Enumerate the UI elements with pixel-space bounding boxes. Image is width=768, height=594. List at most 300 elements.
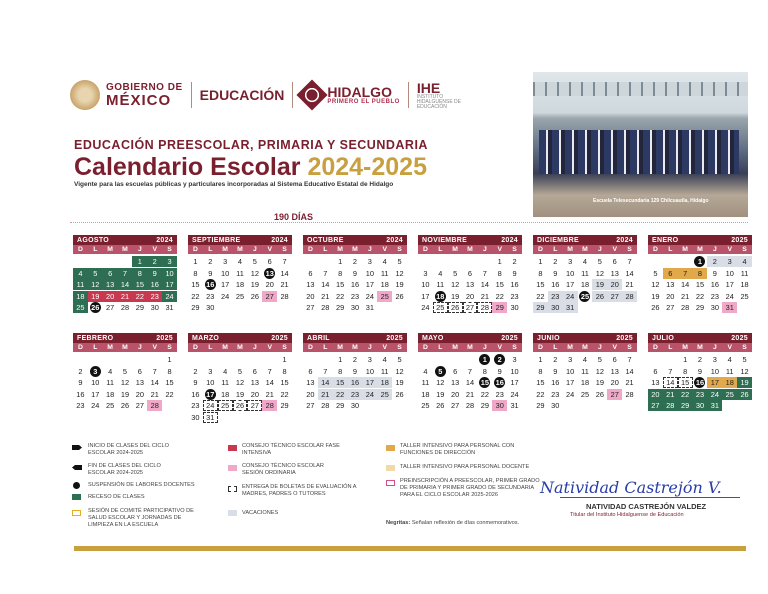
day-3: 3: [208, 366, 213, 376]
month-year: 2025: [271, 334, 288, 342]
empty-cell: [448, 256, 463, 267]
weekday-label: M: [452, 246, 458, 253]
suspension-dot-icon: [73, 482, 80, 489]
day-16: 16: [348, 377, 363, 388]
day-12: 12: [436, 378, 445, 388]
day-18: 18: [436, 291, 445, 301]
day-13: 13: [250, 378, 259, 388]
preinscripcion-swatch: [386, 480, 395, 486]
day-30: 30: [150, 303, 159, 313]
empty-cell: [73, 256, 88, 267]
month-marzo: [188, 333, 292, 423]
weekday-label: D: [537, 246, 543, 253]
day-26: 26: [436, 401, 445, 411]
day-15: 15: [695, 280, 705, 290]
month-name: JUNIO: [537, 334, 560, 342]
day-17: 17: [725, 280, 734, 290]
day-10: 10: [206, 378, 215, 388]
day-2: 2: [193, 366, 198, 376]
weekday-label: M: [237, 344, 243, 351]
legend-taller-dir: TALLER INTENSIVO PARA PERSONAL CON FUNCIONES DE DIRECCIÓN: [400, 443, 515, 456]
day-27: 27: [666, 303, 675, 313]
school-days-count: 190 DÍAS: [274, 212, 314, 222]
weekday-row: [418, 343, 522, 352]
day-3: 3: [367, 257, 372, 267]
empty-cell: [463, 354, 478, 365]
weekday-label: S: [512, 344, 517, 351]
day-6: 6: [467, 268, 473, 278]
day-12: 12: [595, 268, 604, 278]
empty-cell: [648, 256, 663, 267]
month-header: [188, 333, 292, 343]
day-11: 11: [436, 280, 445, 290]
day-21: 21: [265, 389, 274, 399]
day-12: 12: [395, 268, 404, 278]
empty-cell: [73, 354, 88, 365]
empty-cell: [88, 354, 103, 365]
day-27: 27: [247, 400, 262, 411]
month-name: SEPTIEMBRE: [192, 236, 241, 244]
weekday-row: [648, 245, 752, 254]
day-17: 17: [162, 279, 177, 290]
day-24: 24: [365, 291, 374, 301]
weekday-label: D: [422, 344, 428, 351]
day-8: 8: [538, 366, 543, 376]
empty-cell: [663, 256, 678, 267]
day-7: 7: [323, 268, 328, 278]
day-12: 12: [740, 366, 749, 376]
day-11: 11: [740, 268, 749, 278]
day-16: 16: [510, 280, 519, 290]
day-1: 1: [479, 354, 490, 365]
day-2: 2: [553, 257, 558, 267]
month-year: 2024: [271, 236, 288, 244]
weekday-label: M: [222, 246, 228, 253]
day-20: 20: [306, 291, 315, 301]
weekday-label: M: [122, 246, 128, 253]
day-20: 20: [607, 279, 622, 290]
day-16: 16: [551, 378, 560, 388]
day-18: 18: [377, 377, 392, 388]
day-26: 26: [395, 291, 404, 301]
day-20: 20: [103, 291, 118, 302]
day-15: 15: [536, 378, 545, 388]
day-20: 20: [265, 280, 274, 290]
day-29: 29: [533, 302, 548, 313]
weekday-label: V: [612, 344, 617, 351]
weekday-label: L: [438, 344, 443, 351]
day-1: 1: [683, 355, 688, 365]
day-30: 30: [191, 412, 200, 422]
title-year: 2024-2025: [307, 153, 427, 181]
day-26: 26: [91, 303, 100, 313]
day-29: 29: [480, 401, 489, 411]
month-year: 2025: [731, 236, 748, 244]
weekday-label: M: [452, 344, 458, 351]
day-22: 22: [336, 291, 345, 301]
empty-cell: [203, 354, 218, 365]
day-17: 17: [707, 377, 722, 388]
weekday-label: L: [93, 246, 98, 253]
day-13: 13: [135, 378, 144, 388]
day-11: 11: [236, 268, 244, 278]
month-header: [533, 235, 637, 245]
day-17: 17: [362, 377, 377, 388]
weekday-label: D: [192, 246, 198, 253]
day-24: 24: [566, 389, 575, 399]
day-9: 9: [352, 366, 358, 376]
day-19: 19: [737, 377, 752, 388]
day-28: 28: [477, 302, 492, 313]
weekday-row: [73, 343, 177, 352]
day-28: 28: [663, 400, 678, 411]
day-31: 31: [510, 401, 519, 411]
day-grid: [418, 256, 522, 314]
day-22: 22: [280, 389, 289, 399]
day-26: 26: [448, 302, 463, 313]
day-9: 9: [712, 268, 717, 278]
day-31: 31: [165, 303, 174, 313]
day-2: 2: [707, 256, 722, 267]
gobierno-text: GOBIERNO DE: [106, 81, 183, 93]
day-1: 1: [538, 257, 543, 267]
day-17: 17: [206, 389, 215, 399]
fin-arrow-icon: [72, 465, 82, 470]
day-12: 12: [250, 268, 259, 278]
month-year: 2024: [386, 236, 403, 244]
day-20: 20: [648, 389, 663, 400]
day-4: 4: [108, 366, 113, 376]
day-25: 25: [377, 291, 392, 302]
day-27: 27: [262, 291, 277, 302]
day-25: 25: [580, 389, 590, 399]
month-diciembre: [533, 235, 637, 314]
day-3: 3: [90, 366, 101, 377]
day-14: 14: [321, 280, 330, 290]
day-24: 24: [421, 303, 430, 313]
weekday-label: M: [222, 344, 228, 351]
empty-cell: [188, 354, 203, 365]
day-grid: [303, 354, 407, 412]
day-9: 9: [208, 268, 213, 278]
day-24: 24: [707, 389, 722, 400]
weekday-label: S: [512, 246, 517, 253]
weekday-label: J: [482, 246, 487, 253]
weekday-row: [533, 343, 637, 352]
comite-swatch: [72, 510, 81, 516]
day-10: 10: [725, 268, 734, 278]
empty-cell: [88, 256, 103, 267]
day-3: 3: [223, 257, 228, 267]
day-7: 7: [627, 257, 632, 267]
empty-cell: [103, 256, 118, 267]
day-21: 21: [321, 291, 330, 301]
empty-cell: [233, 354, 248, 365]
day-22: 22: [695, 291, 705, 301]
month-agosto: [73, 235, 177, 314]
weekday-label: S: [742, 246, 747, 253]
day-5: 5: [597, 257, 602, 267]
day-8: 8: [167, 366, 172, 376]
day-15: 15: [336, 280, 345, 290]
day-9: 9: [553, 268, 558, 278]
day-9: 9: [553, 366, 558, 376]
day-9: 9: [193, 378, 198, 388]
taller-dir-swatch: [386, 445, 395, 451]
day-15: 15: [191, 280, 200, 290]
day-29: 29: [536, 401, 545, 411]
title-main: Calendario Escolar: [74, 153, 301, 181]
month-enero: [648, 235, 752, 314]
divider-line: [70, 222, 748, 223]
vacaciones-swatch: [228, 510, 237, 516]
day-19: 19: [436, 389, 445, 399]
day-6: 6: [663, 268, 678, 279]
month-header: [533, 333, 637, 343]
month-febrero: [73, 333, 177, 412]
day-15: 15: [536, 280, 545, 290]
day-11: 11: [73, 279, 88, 290]
weekday-label: J: [252, 344, 257, 351]
day-29: 29: [336, 401, 345, 411]
day-3: 3: [423, 268, 428, 278]
weekday-label: M: [107, 344, 113, 351]
weekday-label: V: [497, 246, 502, 253]
day-5: 5: [653, 268, 658, 278]
month-name: FEBRERO: [77, 334, 114, 342]
day-14: 14: [150, 378, 159, 388]
weekday-label: V: [727, 246, 732, 253]
day-23: 23: [510, 291, 519, 301]
weekday-label: M: [337, 246, 343, 253]
day-19: 19: [595, 378, 604, 388]
footer-bar: [74, 546, 746, 551]
day-18: 18: [106, 389, 115, 399]
day-18: 18: [221, 389, 230, 399]
weekday-label: D: [422, 246, 428, 253]
day-5: 5: [88, 268, 103, 279]
day-1: 1: [338, 355, 343, 365]
day-8: 8: [132, 268, 147, 279]
weekday-label: M: [582, 246, 588, 253]
day-19: 19: [395, 280, 404, 290]
weekday-row: [533, 245, 637, 254]
day-17: 17: [365, 280, 374, 290]
legend-receso: RECESO DE CLASES: [88, 494, 145, 500]
day-28: 28: [262, 400, 277, 411]
empty-cell: [678, 256, 693, 267]
day-4: 4: [382, 257, 387, 267]
negritas-text: Señalan reflexión de días conmemorativos.: [411, 520, 520, 526]
weekday-label: V: [382, 344, 387, 351]
day-28: 28: [465, 401, 475, 411]
day-15: 15: [480, 378, 489, 388]
day-14: 14: [118, 279, 133, 290]
day-19: 19: [395, 378, 404, 388]
legend-cte-int: CONSEJO TÉCNICO ESCOLAR FASE INTENSIVA: [242, 443, 340, 456]
empty-cell: [132, 354, 147, 365]
day-16: 16: [206, 280, 215, 290]
legend-boletas: ENTREGA DE BOLETAS DE EVALUACIÓN A MADRES, PADRES O TUTORES: [242, 484, 357, 497]
day-8: 8: [482, 366, 487, 376]
day-31: 31: [722, 302, 737, 313]
weekday-label: J: [137, 344, 142, 351]
weekday-label: J: [712, 246, 717, 253]
weekday-label: M: [682, 246, 688, 253]
page-subtitle: Vigente para las escuelas públicas y particulares incorporadas al Sistema Educativo Estatal de Hidalgo: [74, 181, 394, 188]
day-1: 1: [193, 257, 198, 267]
month-year: 2024: [501, 236, 518, 244]
day-24: 24: [510, 389, 519, 399]
ihe-subtext: INSTITUTO HIDALGUENSE DE EDUCACIÓN: [416, 93, 461, 110]
day-11: 11: [380, 366, 389, 376]
empty-cell: [218, 354, 233, 365]
day-6: 6: [137, 366, 142, 376]
day-26: 26: [737, 389, 752, 400]
day-17: 17: [566, 378, 575, 388]
day-27: 27: [135, 401, 144, 411]
school-photo: [533, 72, 748, 217]
signatory-role: Titular del Instituto Hidalguense de Educación: [570, 512, 684, 518]
photo-roof: [533, 82, 748, 96]
day-10: 10: [221, 268, 230, 278]
weekday-label: M: [237, 246, 243, 253]
day-28: 28: [622, 291, 637, 302]
day-3: 3: [512, 355, 517, 365]
empty-cell: [463, 256, 478, 267]
legend-negritas: [386, 520, 519, 527]
day-6: 6: [252, 366, 257, 376]
weekday-label: M: [697, 344, 703, 351]
day-16: 16: [495, 378, 504, 388]
day-23: 23: [147, 291, 162, 302]
day-grid: [648, 354, 752, 412]
day-12: 12: [120, 378, 130, 388]
signature-line: [560, 497, 740, 498]
day-10: 10: [566, 268, 575, 278]
day-22: 22: [333, 389, 348, 400]
weekday-label: S: [282, 246, 287, 253]
hidalgo-flower-icon: [297, 79, 328, 110]
day-14: 14: [318, 377, 333, 388]
day-grid: [648, 256, 752, 314]
day-25: 25: [377, 389, 392, 400]
day-7: 7: [467, 366, 473, 376]
day-12: 12: [395, 366, 404, 376]
day-29: 29: [695, 303, 705, 313]
day-1: 1: [132, 256, 147, 267]
day-21: 21: [663, 389, 678, 400]
signature: Natividad Castrejón V.: [540, 478, 722, 497]
day-24: 24: [203, 400, 218, 411]
empty-cell: [433, 354, 448, 365]
weekday-label: L: [553, 344, 558, 351]
weekday-label: D: [77, 246, 83, 253]
day-1: 1: [497, 257, 502, 267]
day-26: 26: [651, 303, 660, 313]
month-name: ABRIL: [307, 334, 330, 342]
weekday-label: V: [152, 246, 157, 253]
day-21: 21: [625, 378, 634, 388]
day-3: 3: [367, 355, 372, 365]
day-28: 28: [147, 400, 162, 411]
day-14: 14: [280, 268, 289, 278]
day-7: 7: [118, 268, 133, 279]
weekday-label: L: [668, 246, 673, 253]
day-9: 9: [497, 366, 502, 376]
day-22: 22: [165, 389, 174, 399]
weekday-label: V: [152, 344, 157, 351]
empty-cell: [147, 354, 162, 365]
day-10: 10: [162, 268, 177, 279]
day-25: 25: [106, 401, 115, 411]
weekday-label: V: [727, 344, 732, 351]
day-25: 25: [235, 291, 245, 301]
divider: [292, 82, 293, 108]
day-1: 1: [338, 257, 343, 267]
day-31: 31: [365, 303, 374, 313]
month-name: MAYO: [422, 334, 444, 342]
month-header: [418, 333, 522, 343]
day-30: 30: [492, 400, 507, 411]
day-29: 29: [135, 303, 144, 313]
day-1: 1: [167, 355, 172, 365]
month-header: [73, 235, 177, 245]
day-7: 7: [152, 366, 157, 376]
day-6: 6: [308, 268, 313, 278]
weekday-row: [188, 343, 292, 352]
day-grid: [73, 256, 177, 314]
day-19: 19: [451, 291, 460, 301]
day-20: 20: [451, 389, 460, 399]
day-17: 17: [510, 378, 519, 388]
month-header: [648, 333, 752, 343]
day-10: 10: [710, 366, 719, 376]
day-30: 30: [510, 303, 519, 313]
weekday-row: [648, 343, 752, 352]
day-25: 25: [433, 302, 448, 313]
day-24: 24: [563, 291, 578, 302]
day-1: 1: [694, 256, 705, 267]
legend-cte-ord: CONSEJO TÉCNICO ESCOLAR SESIÓN ORDINARIA: [242, 463, 324, 476]
day-18: 18: [421, 389, 430, 399]
weekday-label: L: [93, 344, 98, 351]
weekday-label: J: [712, 344, 717, 351]
month-year: 2025: [616, 334, 633, 342]
month-name: JULIO: [652, 334, 675, 342]
day-5: 5: [597, 355, 602, 365]
day-24: 24: [91, 401, 100, 411]
day-4: 4: [237, 257, 243, 267]
day-17: 17: [221, 280, 230, 290]
day-2: 2: [512, 257, 517, 267]
hidalgo-text: HIDALGO: [327, 84, 392, 100]
weekday-row: [303, 245, 407, 254]
day-13: 13: [666, 280, 675, 290]
day-15: 15: [333, 377, 348, 388]
day-14: 14: [625, 268, 634, 278]
day-6: 6: [612, 257, 617, 267]
day-24: 24: [362, 389, 377, 400]
weekday-label: J: [252, 246, 257, 253]
day-14: 14: [681, 280, 690, 290]
empty-cell: [318, 256, 333, 267]
taller-doc-swatch: [386, 465, 395, 471]
day-26: 26: [395, 389, 404, 399]
weekday-label: M: [352, 344, 358, 351]
day-grid: [188, 354, 292, 423]
weekday-label: L: [323, 246, 328, 253]
